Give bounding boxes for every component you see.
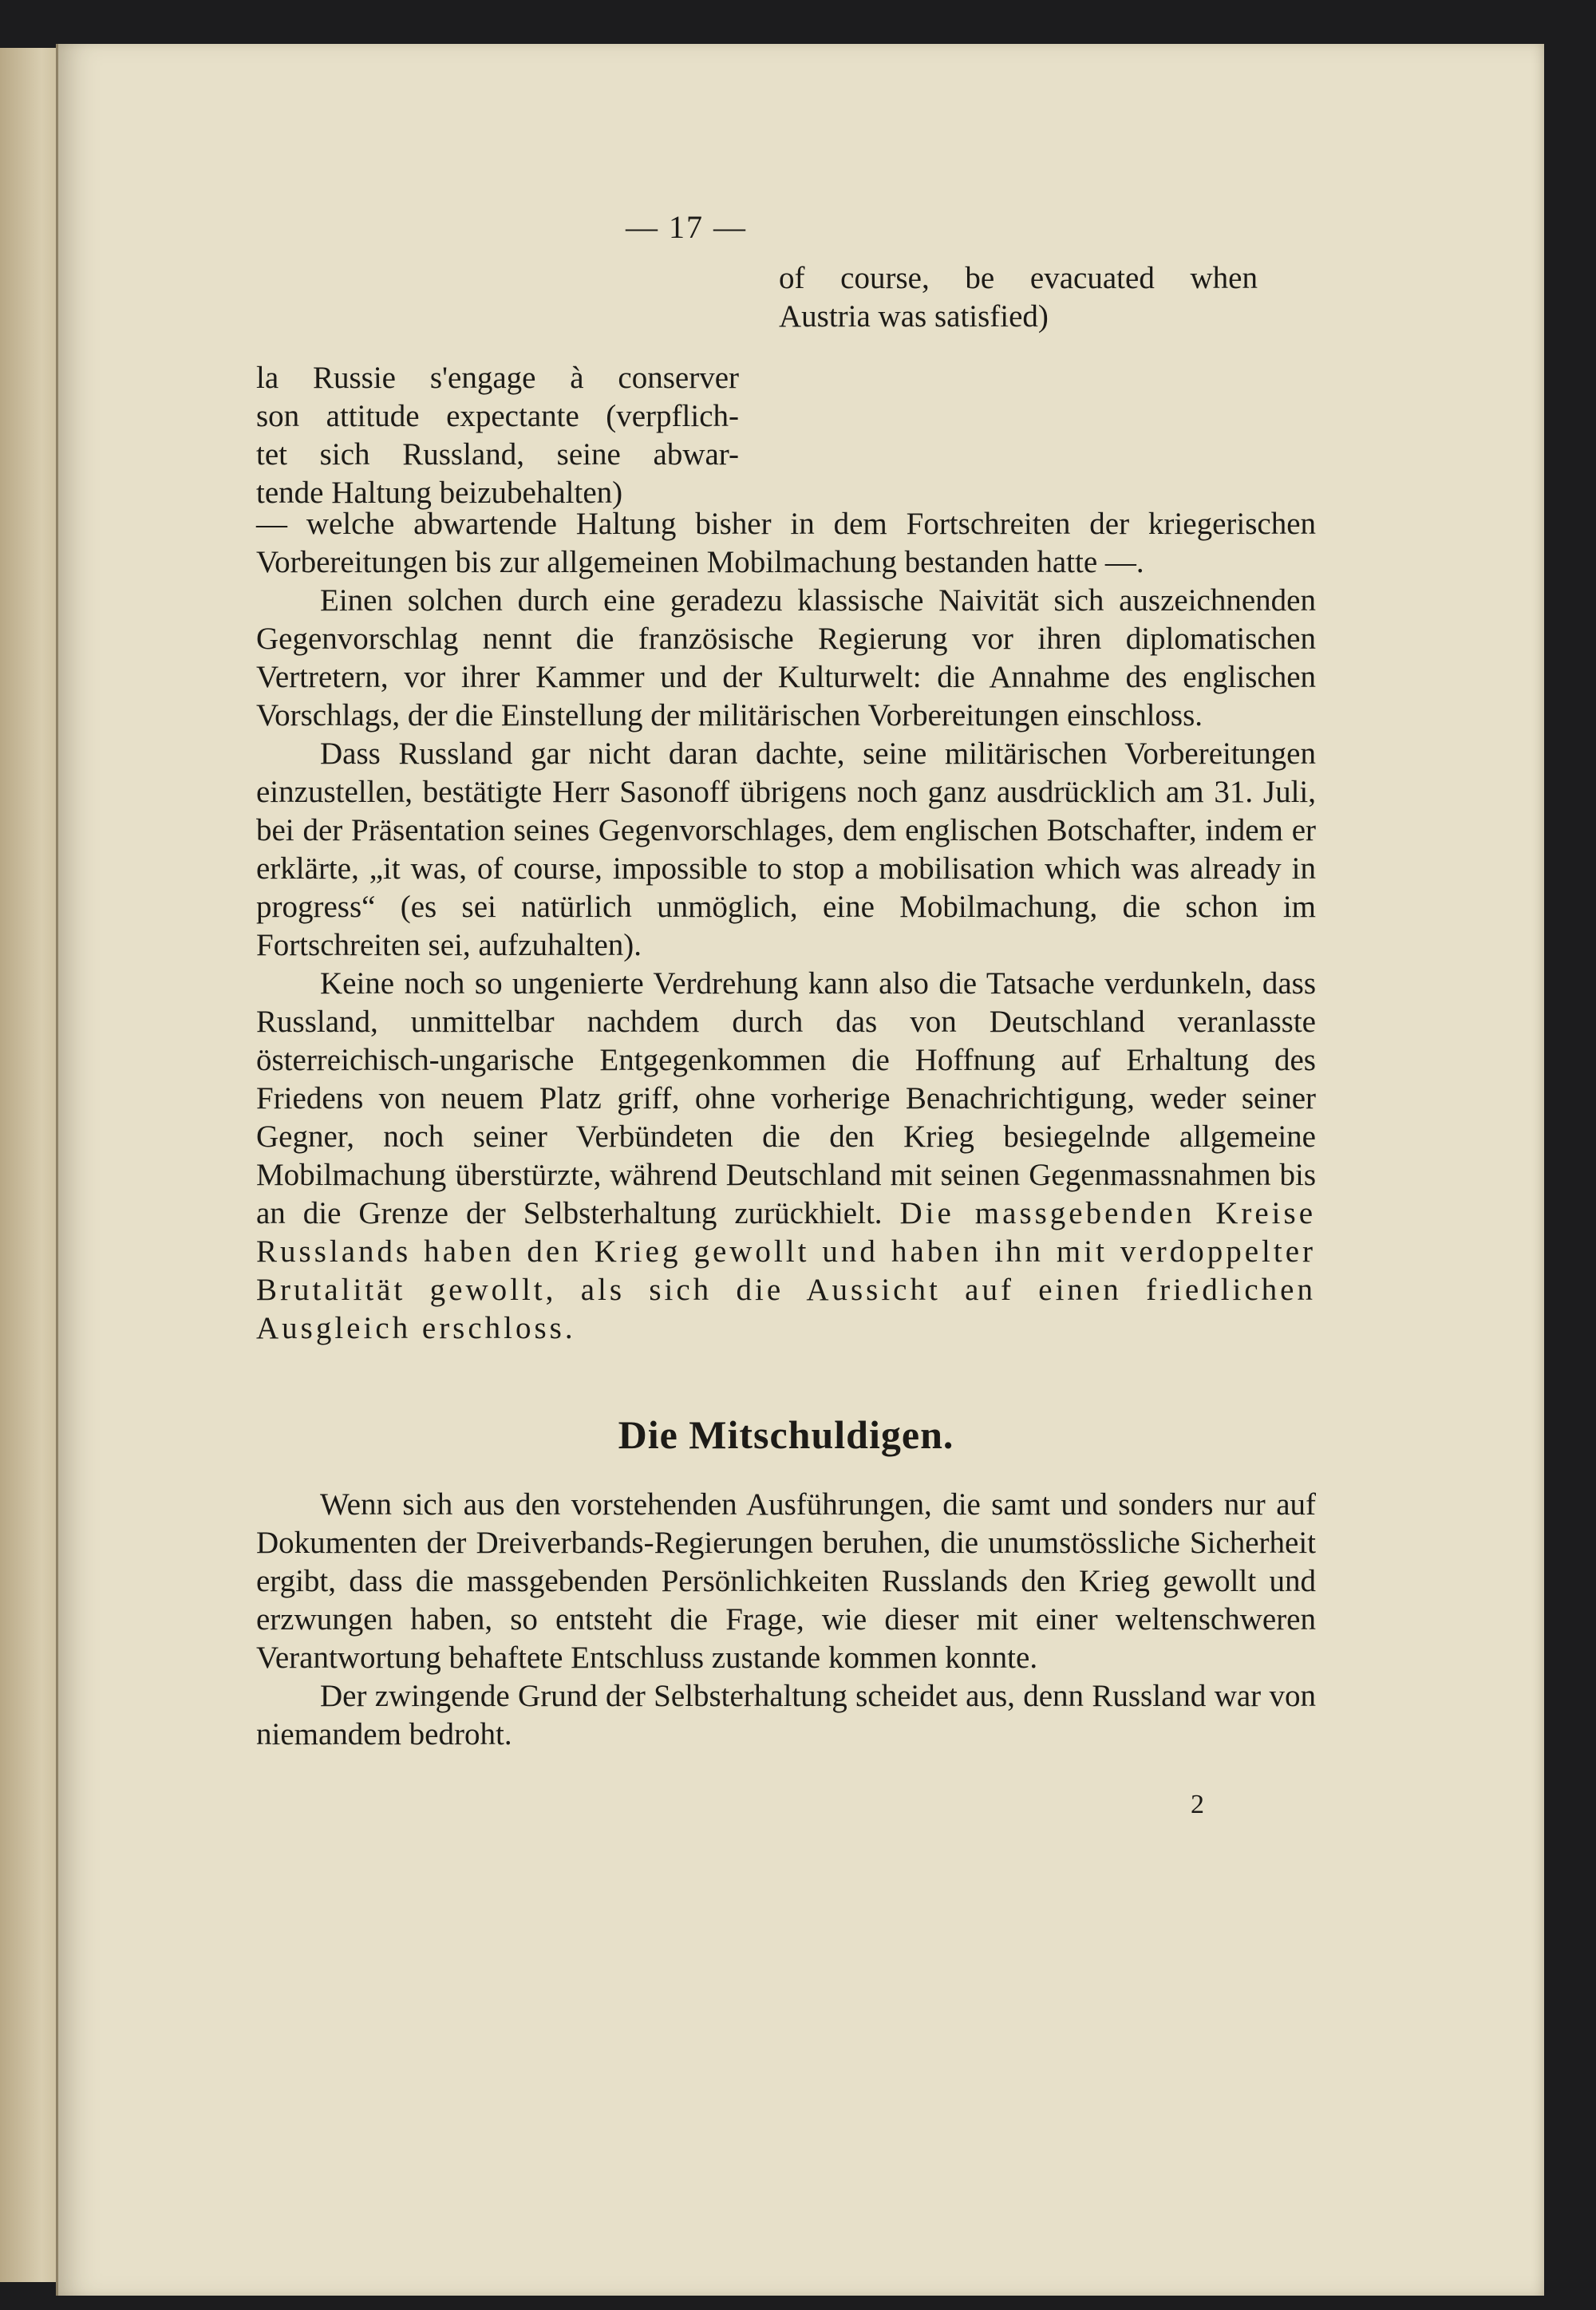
two-column-quote: [256, 259, 1316, 510]
paragraph-4-text: Keine noch so ungenierte Verdrehung kann also die Tatsache verdunkeln, dass Russland, unmittelbar nachdem durch das von Deutschland veranlasste österreichisch-ungarische Entgegenkommen die Hoffnung auf Erhaltung des Friedens von neuem Platz griff, ohne vorherige Benachrichtigung, weder seiner Gegner, noch seiner Verbündeten die den Krieg besiegelnde allgemeine Mobilmachung überstürzte, während Deutschland mit seinen Gegenmassnahmen bis an die Grenze der Selbsterhaltung zurückhielt.: [256, 966, 1316, 1230]
english-column: [779, 259, 1258, 336]
french-line: tet sich Russland, seine abwar-: [256, 437, 739, 472]
paragraph-4-emphasis: Die massgebenden Kreise Russlands haben den Krieg gewollt und haben ihn mit verdoppelter Brutalität gewollt, als sich die Aussicht auf einen friedlichen Ausgleich erschloss.: [256, 1196, 1316, 1345]
french-line: son attitude expectante (verpflich-: [256, 399, 739, 433]
french-line: tende Haltung beizubehalten): [256, 476, 623, 510]
body-paragraph-1: — welche abwartende Haltung bisher in dem Fortschreiten der kriegerischen Vorbereitungen bis zur allgemeinen Mobilmachung bestanden hatte —.: [256, 507, 1316, 579]
page-content: [256, 195, 1316, 1824]
french-line: la Russie s'engage à conserver: [256, 361, 739, 395]
section-heading: Die Mitschuldigen.: [618, 1412, 954, 1457]
english-line: of course, be evacuated when: [779, 261, 1258, 295]
body-paragraph-2: Einen solchen durch eine geradezu klassische Naivität sich auszeichnenden Gegenvorschlag nennt die französische Regierung vor ihren diplomatischen Vertretern, vor ihrer Kammer und der Kulturwelt: die Annahme des englischen Vorschlags, der die Einstellung der militärischen Vorbereitungen einschloss.: [256, 583, 1316, 732]
english-line: Austria was satisfied): [779, 299, 1049, 334]
book-page: [56, 44, 1544, 2296]
body-paragraph-4: [256, 965, 1316, 1348]
section-paragraph-1: Wenn sich aus den vorstehenden Ausführungen, die samt und sonders nur auf Dokumenten der Dreiverbands-Regierungen beruhen, die unumstössliche Sicherheit ergibt, dass die massgebenden Persönlichkeiten Russlands den Krieg gewollt und erzwungen haben, so entsteht die Frage, wie dieser mit einer weltenschweren Verantwortung behaftete Entschluss zustande kommen konnte.: [256, 1487, 1316, 1675]
section-paragraph-2: Der zwingende Grund der Selbsterhaltung scheidet aus, denn Russland war von niemandem bedroht.: [256, 1679, 1316, 1751]
body-paragraph-3: Dass Russland gar nicht daran dachte, seine militärischen Vorbereitungen einzustellen, bestätigte Herr Sasonoff übrigens noch ganz ausdrücklich am 31. Juli, bei der Präsentation seines Gegenvorschlages, dem englischen Botschafter, indem er erklärte, „it was, of course, impossible to stop a mobilisation which was already in progress“ (es sei natürlich unmöglich, eine Mobilmachung, die schon im Fortschreiten sei, aufzuhalten).: [256, 736, 1316, 962]
page-number-header: — 17 —: [626, 209, 747, 245]
french-column: [256, 359, 739, 512]
signature-mark: 2: [1191, 1790, 1204, 1819]
